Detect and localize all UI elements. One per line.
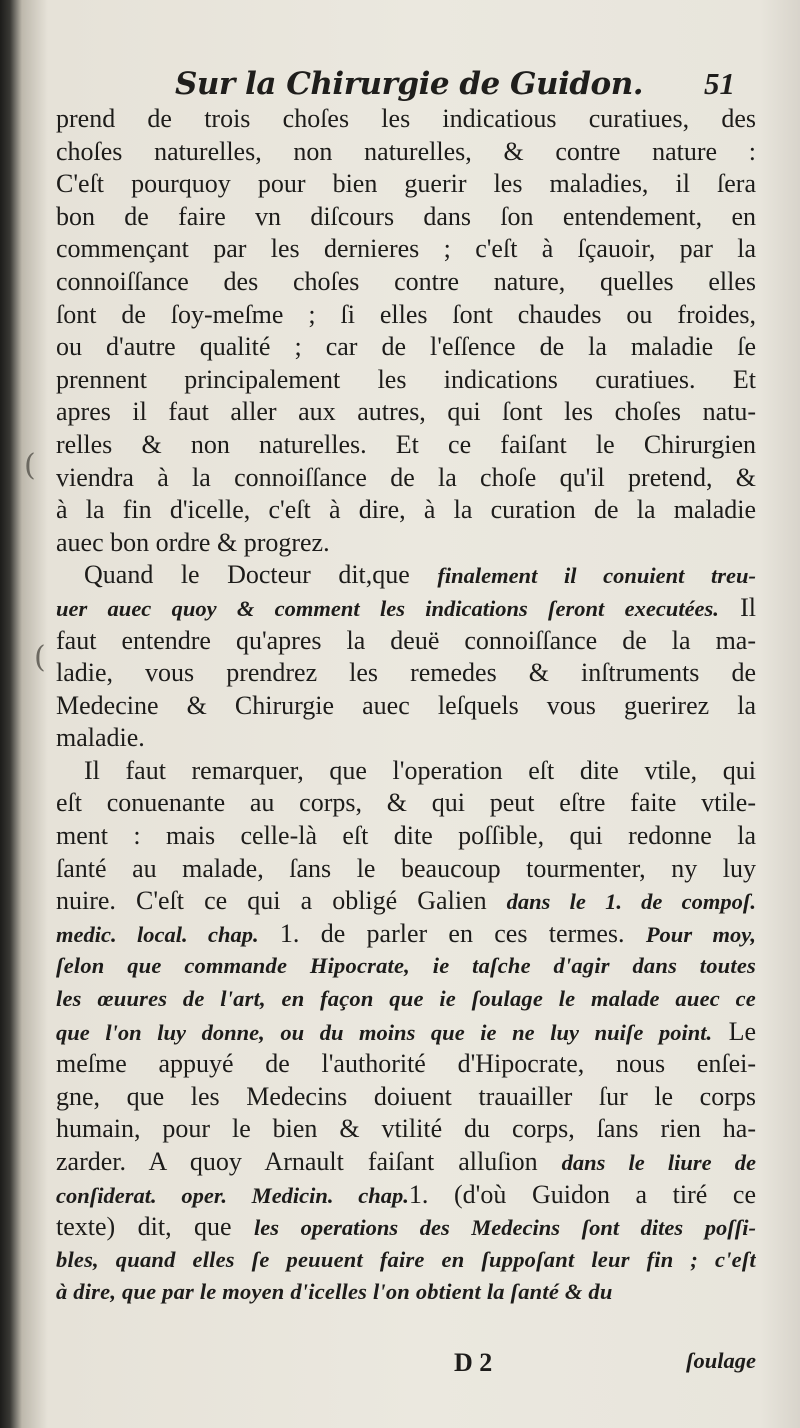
roman-segment: bon de faire vn diſcours dans ſon entendement, en (56, 201, 756, 231)
text-line (56, 462, 756, 495)
body-text (56, 103, 756, 1309)
roman-segment: connoiſſance des choſes contre nature, quelles elles (56, 266, 756, 296)
roman-segment: faut entendre qu'apres la deuë connoiſſance de la ma- (56, 625, 756, 655)
roman-segment: Medecine & Chirurgie auec leſquels vous guerirez la (56, 690, 756, 720)
text-line (56, 592, 756, 625)
text-line (56, 657, 756, 690)
text-line (56, 233, 756, 266)
text-line (56, 364, 756, 397)
text-line (56, 103, 756, 136)
italic-segment: que l'on luy donne, ou du moins que ie ne luy nuiſe point. (56, 1019, 713, 1045)
italic-segment: finalement il conuient treu- (437, 563, 756, 589)
roman-segment: commençant par les dernieres ; c'eſt à ſçauoir, par la (56, 234, 756, 264)
text-line (56, 559, 756, 592)
margin-bracket: ( (34, 640, 46, 675)
text-line (56, 918, 756, 951)
roman-segment: eſt conuenante au corps, & qui peut eſtre faite vtile- (56, 788, 756, 818)
text-line (56, 625, 756, 658)
margin-bracket: ( (24, 448, 36, 483)
roman-segment: choſes naturelles, non naturelles, & contre nature : (56, 136, 756, 166)
text-line (56, 1081, 756, 1114)
signature-mark: D 2 (454, 1348, 493, 1377)
roman-segment: texte) dit, que (56, 1212, 255, 1242)
italic-segment: dans le liure de (561, 1150, 756, 1175)
text-line (56, 950, 756, 983)
catchword: ſoulage (686, 1348, 756, 1373)
roman-segment: 1. (d'où Guidon a tiré ce (408, 1179, 756, 1209)
text-line (56, 983, 756, 1016)
text-line (56, 396, 756, 429)
text-line (56, 885, 756, 918)
italic-segment: dans le 1. de compoſ. (506, 889, 756, 915)
roman-segment: humain, pour le bien & vtilité du corps, ſans rien ha- (56, 1114, 756, 1144)
italic-segment: les œuures de l'art, en façon que ie ſoulage le malade auec ce (56, 986, 756, 1012)
roman-segment: ou d'autre qualité ; car de l'eſſence de la maladie ſe (56, 332, 756, 362)
text-line (56, 331, 756, 364)
text-line (56, 266, 756, 299)
text-line (56, 299, 756, 332)
roman-segment: meſme appuyé de l'authorité d'Hipocrate, nous enſei- (56, 1049, 756, 1079)
text-line (56, 722, 756, 755)
roman-segment: prend de trois choſes les indicatious curatiues, des (56, 104, 756, 133)
text-line (56, 1113, 756, 1146)
text-line (56, 787, 756, 820)
text-line (56, 1016, 756, 1049)
text-line (56, 690, 756, 723)
roman-segment: Il faut remarquer, que l'operation eſt dite vtile, qui (84, 755, 756, 785)
text-line (56, 1179, 756, 1212)
roman-segment: Le (712, 1016, 756, 1046)
roman-segment: nuire. C'eſt ce qui a obligé Galien (56, 886, 507, 916)
italic-segment: bles, quand elles ſe peuuent faire en ſuppoſant leur fin ; c'eſt (56, 1246, 756, 1272)
roman-segment: ladie, vous prendrez les remedes & inſtruments de (56, 658, 756, 688)
roman-segment: à la fin d'icelle, c'eſt à dire, à la curation de la maladie (56, 495, 756, 525)
roman-segment: 1. de parler en ces termes. (258, 918, 646, 948)
text-line (56, 168, 756, 201)
text-line (56, 201, 756, 234)
roman-segment: viendra à la connoiſſance de la choſe qu'il pretend, & (56, 462, 756, 492)
roman-segment: prennent principalement les indications curatiues. Et (56, 364, 756, 394)
text-line (56, 820, 756, 853)
roman-segment: zarder. A quoy Arnault faiſant alluſion (56, 1147, 562, 1176)
text-line (56, 853, 756, 886)
roman-segment: ment : mais celle-là eſt dite poſſible, qui redonne la (56, 821, 756, 851)
roman-segment: relles & non naturelles. Et ce faiſant le Chirurgien (56, 429, 756, 459)
page-footer (56, 1348, 756, 1382)
italic-segment: Pour moy, (645, 921, 756, 947)
roman-segment: auec bon ordre & progrez. (56, 527, 330, 557)
roman-segment: maladie. (56, 723, 145, 753)
running-head (175, 66, 735, 106)
italic-segment: à dire, que par le moyen d'icelles l'on obtient la ſanté & du (56, 1279, 613, 1305)
italic-segment: medic. local. chap. (56, 921, 259, 947)
roman-segment: gne, que les Medecins doiuent trauailler ſur le corps (56, 1081, 756, 1111)
roman-segment: Il (718, 592, 756, 622)
roman-segment: Quand le Docteur dit,que (84, 560, 438, 590)
text-line (56, 1276, 756, 1309)
text-line (56, 1211, 756, 1244)
text-line (56, 1244, 756, 1277)
italic-segment: conſiderat. oper. Medicin. chap. (56, 1182, 409, 1208)
text-line (56, 527, 756, 560)
text-line (56, 1146, 756, 1179)
text-line (56, 755, 756, 788)
roman-segment: C'eſt pourquoy pour bien guerir les maladies, il ſera (56, 169, 756, 199)
italic-segment: ſelon que commande Hipocrate, ie taſche d'agir dans toutes (56, 953, 756, 979)
text-line (56, 494, 756, 527)
italic-segment: les operations des Medecins ſont dites poſſi- (254, 1215, 756, 1241)
text-line (56, 136, 756, 169)
text-line (56, 429, 756, 462)
roman-segment: ſanté au malade, ſans le beaucoup tourmenter, ny luy (56, 853, 756, 883)
running-title: Sur la Chirurgie de Guidon. (175, 66, 644, 102)
roman-segment: apres il faut aller aux autres, qui ſont les choſes natu- (56, 397, 756, 427)
text-line (56, 1048, 756, 1081)
page-number: 51 (704, 66, 735, 101)
italic-segment: uer auec quoy & comment les indications ſeront executées. (56, 595, 719, 621)
roman-segment: ſont de ſoy-meſme ; ſi elles ſont chaudes ou froides, (56, 299, 756, 329)
